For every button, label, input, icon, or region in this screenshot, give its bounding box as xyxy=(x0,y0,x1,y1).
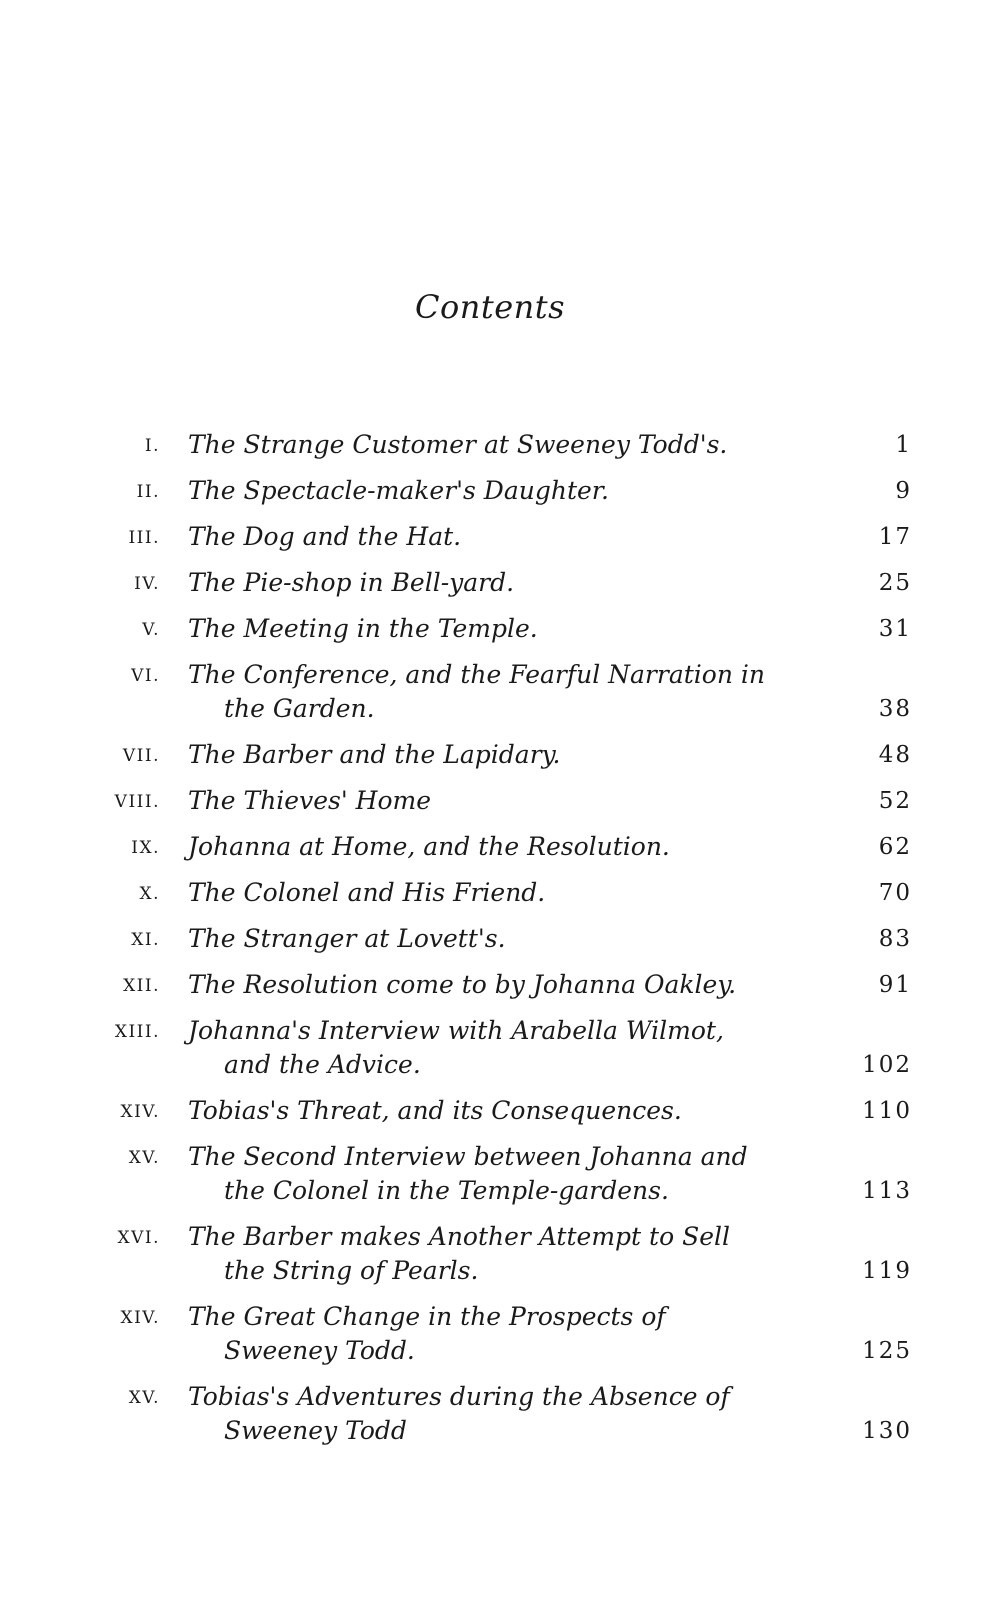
page-title: Contents xyxy=(414,288,566,326)
page-number: 70 xyxy=(878,880,912,906)
chapter-title xyxy=(188,566,778,600)
chapter-title xyxy=(188,474,778,508)
chapter-title-line: The Barber and the Lapidary. xyxy=(188,740,561,769)
toc-entry xyxy=(0,612,1000,646)
chapter-title-continuation: the Garden. xyxy=(224,694,375,723)
chapter-title-line: The Meeting in the Temple. xyxy=(188,614,538,643)
chapter-number: II. xyxy=(136,482,160,502)
chapter-title-line: Johanna at Home, and the Resolution. xyxy=(188,832,670,861)
chapter-number: XV. xyxy=(128,1148,160,1168)
page-number: 102 xyxy=(862,1052,912,1078)
chapter-number: XI. xyxy=(131,930,160,950)
chapter-number: VIII. xyxy=(114,792,160,812)
chapter-title-line: Tobias's Threat, and its Consequences. xyxy=(188,1096,682,1125)
chapter-number: III. xyxy=(128,528,160,548)
toc-entry xyxy=(0,784,1000,818)
toc-entry xyxy=(0,922,1000,956)
chapter-number: IV. xyxy=(134,574,160,594)
toc-entry xyxy=(0,876,1000,910)
toc-entry xyxy=(0,1380,1000,1448)
chapter-title-line: The Spectacle-maker's Daughter. xyxy=(188,476,609,505)
toc-entry xyxy=(0,1140,1000,1208)
chapter-title-line: Johanna's Interview with Arabella Wilmot, xyxy=(188,1016,724,1045)
toc-entry xyxy=(0,566,1000,600)
toc-entry xyxy=(0,968,1000,1002)
chapter-title-line: The Stranger at Lovett's. xyxy=(188,924,506,953)
chapter-title-continuation: the String of Pearls. xyxy=(224,1256,479,1285)
table-of-contents xyxy=(0,428,1000,1460)
page-number: 9 xyxy=(895,478,912,504)
toc-entry xyxy=(0,1300,1000,1368)
page-number: 31 xyxy=(878,616,912,642)
page-number: 113 xyxy=(862,1178,912,1204)
page-number: 62 xyxy=(878,834,912,860)
chapter-title-continuation: Sweeney Todd. xyxy=(224,1336,415,1365)
chapter-number: XVI. xyxy=(117,1228,160,1248)
chapter-title-line: The Conference, and the Fearful Narration in xyxy=(188,660,765,689)
chapter-title xyxy=(188,784,778,818)
chapter-number: XII. xyxy=(123,976,160,996)
page-number: 1 xyxy=(895,432,912,458)
chapter-title xyxy=(188,876,778,910)
chapter-title xyxy=(188,428,778,462)
page-number: 83 xyxy=(878,926,912,952)
toc-entry xyxy=(0,1220,1000,1288)
chapter-title xyxy=(188,1094,778,1128)
chapter-number: V. xyxy=(142,620,160,640)
chapter-title xyxy=(188,1220,778,1288)
chapter-title xyxy=(188,520,778,554)
toc-entry xyxy=(0,428,1000,462)
toc-entry xyxy=(0,474,1000,508)
toc-entry xyxy=(0,658,1000,726)
chapter-title-line: The Second Interview between Johanna and xyxy=(188,1142,748,1171)
chapter-title xyxy=(188,830,778,864)
page-number: 17 xyxy=(878,524,912,550)
chapter-title xyxy=(188,738,778,772)
toc-entry xyxy=(0,1014,1000,1082)
chapter-title-line: The Colonel and His Friend. xyxy=(188,878,546,907)
chapter-title-continuation: and the Advice. xyxy=(224,1050,421,1079)
chapter-title xyxy=(188,1014,778,1082)
page-number: 91 xyxy=(878,972,912,998)
chapter-title-line: Tobias's Adventures during the Absence of xyxy=(188,1382,730,1411)
page-number: 48 xyxy=(878,742,912,768)
chapter-number: I. xyxy=(144,436,160,456)
chapter-number: VI. xyxy=(131,666,160,686)
page-number: 130 xyxy=(862,1418,912,1444)
chapter-title xyxy=(188,922,778,956)
chapter-number: XV. xyxy=(128,1388,160,1408)
chapter-title-continuation: the Colonel in the Temple-gardens. xyxy=(224,1176,669,1205)
toc-entry xyxy=(0,520,1000,554)
chapter-number: IX. xyxy=(131,838,160,858)
page-number: 110 xyxy=(862,1098,912,1124)
chapter-title-line: The Resolution come to by Johanna Oakley. xyxy=(188,970,737,999)
chapter-title-line: The Great Change in the Prospects of xyxy=(188,1302,666,1331)
chapter-title xyxy=(188,1300,778,1368)
chapter-title-line: The Strange Customer at Sweeney Todd's. xyxy=(188,430,728,459)
page-number: 125 xyxy=(862,1338,912,1364)
chapter-number: XIV. xyxy=(120,1102,160,1122)
toc-entry xyxy=(0,830,1000,864)
chapter-title-line: The Pie-shop in Bell-yard. xyxy=(188,568,515,597)
page-number: 25 xyxy=(878,570,912,596)
toc-entry xyxy=(0,738,1000,772)
chapter-title-line: The Dog and the Hat. xyxy=(188,522,462,551)
chapter-title xyxy=(188,968,778,1002)
page-number: 38 xyxy=(878,696,912,722)
chapter-title xyxy=(188,658,778,726)
toc-entry xyxy=(0,1094,1000,1128)
chapter-title xyxy=(188,1140,778,1208)
chapter-title xyxy=(188,1380,778,1448)
chapter-number: XIV. xyxy=(120,1308,160,1328)
chapter-number: XIII. xyxy=(114,1022,160,1042)
chapter-title xyxy=(188,612,778,646)
chapter-number: X. xyxy=(139,884,160,904)
chapter-number: VII. xyxy=(122,746,160,766)
page-number: 52 xyxy=(878,788,912,814)
chapter-title-continuation: Sweeney Todd xyxy=(224,1416,407,1445)
chapter-title-line: The Thieves' Home xyxy=(188,786,432,815)
page-number: 119 xyxy=(862,1258,912,1284)
chapter-title-line: The Barber makes Another Attempt to Sell xyxy=(188,1222,730,1251)
